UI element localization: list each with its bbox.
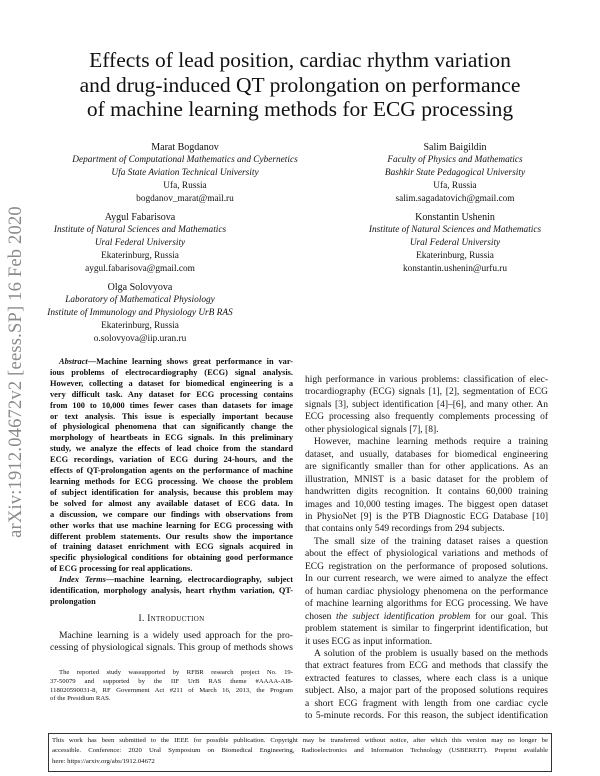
line-text: extracted features to classes, where each class is a unique (305, 673, 548, 684)
text-line (50, 357, 293, 368)
text-line (50, 488, 293, 499)
text-line (305, 486, 548, 498)
title-line: of machine learning methods for ECG processing (86, 97, 514, 121)
paragraph (305, 536, 548, 648)
line-text: —Machine learning shows great performance in var- (87, 357, 293, 366)
text-line (50, 521, 293, 532)
author-location: Ufa, Russia (433, 181, 477, 191)
author-location: Ekaterinburg, Russia (101, 251, 179, 261)
line-text: or text analysis. This issue is especially important because (50, 411, 293, 421)
author-email: o.solovyova@iip.uran.ru (93, 334, 187, 344)
text-line (305, 374, 548, 386)
author-name: Aygul Fabarisova (104, 212, 176, 223)
emphasized-text: the subject identification problem (336, 611, 471, 622)
line-text: cessing of physiological signals. This group of methods shows (50, 642, 293, 653)
author-location: Ekaterinburg, Russia (101, 321, 179, 331)
text-line (305, 523, 548, 535)
text-line (305, 499, 548, 511)
line-text: The small size of the training dataset raises a question (314, 536, 548, 547)
line-text: The reported study wassupported by RFBR research project No. 19- (59, 669, 293, 676)
section-label: Index Terms (59, 575, 106, 584)
line-text: from 100 to 10,000 times fewer cases than datasets for image (50, 400, 293, 410)
text-line (50, 499, 293, 510)
text-line (50, 466, 293, 477)
text-line (50, 477, 293, 488)
text-line (50, 564, 293, 575)
line-text: ECG processing also frequently complements processing of (305, 412, 548, 423)
author-name: Marat Bogdanov (151, 142, 219, 153)
author-block (35, 141, 335, 206)
text-line (50, 695, 293, 704)
author-block (305, 141, 600, 206)
line-text: This work has been submitted to the IEEE for possible publication. Copyright may be transferred without notice, after which this version may no longer be (52, 737, 548, 744)
author-email: aygul.fabarisova@gmail.com (85, 264, 195, 274)
line-text: different problem statements. Our results show the importance (50, 531, 293, 541)
line-text: of machine learning algorithms for ECG processing. We have (305, 599, 548, 610)
line-text: to 5-minute records. For this reason, the subject identification (305, 711, 548, 722)
line-text: be solved for almost any available dataset of ECG data. In (50, 498, 293, 508)
text-line (305, 386, 548, 398)
text-line (50, 433, 293, 444)
text-line (50, 575, 293, 586)
line-text: ECG recordings, variation of ECG during 24-hours, and the (50, 455, 293, 465)
text-line (52, 757, 548, 767)
title-line: and drug-induced QT prolongation on performance (79, 72, 521, 97)
introduction-text (50, 630, 293, 654)
text-line (305, 673, 548, 685)
text-line (50, 532, 293, 543)
author-organization: Bashkir State Pedagogical University (384, 168, 526, 178)
text-line (305, 424, 548, 436)
line-text: study, we analyze the effects of lead choice from the standard (50, 444, 293, 454)
line-text: that contains only 549 recordings from 294 subjects. (305, 524, 505, 535)
paragraph (305, 374, 548, 436)
text-line (50, 422, 293, 433)
text-line (305, 698, 548, 710)
text-line (50, 368, 293, 379)
text-line (50, 687, 293, 696)
line-text: However, collecting a dataset for biomedical engineering is a (50, 378, 293, 388)
author-email: konstantin.ushenin@urfu.ru (402, 264, 508, 274)
text-line (52, 746, 548, 756)
line-text: it uses ECG as input information. (305, 636, 433, 647)
text-line (305, 710, 548, 722)
section-title: Introduction (147, 614, 205, 624)
text-line (305, 648, 548, 660)
text-line (305, 511, 548, 523)
line-text: prolongation (50, 596, 96, 606)
author-department: Department of Computational Mathematics and Cybernetics (72, 155, 298, 165)
line-text: are significantly smaller than for other applications. As an (305, 462, 548, 473)
line-text: of the Presidium RAS. (50, 695, 111, 703)
text-line (50, 444, 293, 455)
line-text: handwritten digits recognition. It contains 60,000 training (305, 487, 548, 498)
text-line (305, 573, 548, 585)
line-text: here: https://arxiv.org/abs/1912.04672 (52, 757, 155, 765)
text-line (305, 561, 548, 573)
text-segment: chosen (305, 611, 336, 622)
text-line (50, 455, 293, 466)
line-text: that extract features from ECG and methods that classify the (305, 661, 548, 672)
text-line (50, 379, 293, 390)
author-organization: Ural Federal University (94, 238, 186, 248)
text-line (305, 611, 548, 623)
text-line (50, 642, 293, 654)
line-text: In our current research, we were aimed to analyze the effect (305, 574, 548, 585)
text-line (305, 399, 548, 411)
title-line: Effects of lead position, cardiac rhythm variation (89, 48, 511, 72)
author-organization: Institute of Immunology and Physiology UrB RAS (47, 308, 233, 318)
text-line (50, 586, 293, 597)
line-text: of human cardiac physiology phenomena on the performance (305, 586, 548, 597)
footnote (50, 669, 293, 704)
text-line (50, 412, 293, 423)
right-column-text (305, 374, 548, 723)
text-line (50, 630, 293, 642)
line-text: about the effect of physiological variations and methods of (305, 549, 548, 560)
copyright-notice-box (48, 733, 552, 772)
text-segment: for our goal. This (470, 611, 548, 622)
line-text: of subject identification for analysis, because this problem may (50, 487, 293, 497)
text-line (50, 678, 293, 687)
author-name: Konstantin Ushenin (415, 212, 495, 223)
text-line (305, 548, 548, 560)
index-terms (50, 575, 293, 608)
line-text: However, machine learning methods require a training (314, 437, 548, 448)
text-line (50, 401, 293, 412)
text-line (305, 461, 548, 473)
author-block (0, 281, 290, 346)
paragraph (305, 648, 548, 723)
line-text: of ECG processing for real applications. (50, 564, 193, 574)
line-text: Machine learning is a widely used approach for the pro- (59, 630, 293, 641)
line-text: —machine learning, electrocardiography, subject (105, 575, 293, 584)
author-name: Salim Baigildin (423, 142, 487, 153)
author-email: salim.sagadatovich@gmail.com (395, 194, 515, 204)
author-organization: Ural Federal University (409, 238, 501, 248)
author-email: bogdanov_marat@mail.ru (136, 194, 234, 204)
line-text: effects of QT-prolongation agents on the performance of machine (50, 466, 293, 476)
author-department: Institute of Natural Sciences and Mathematics (53, 225, 227, 235)
author-name: Olga Solovyova (107, 282, 173, 293)
line-text: a discussion, we compare our findings with observations from (50, 509, 293, 519)
line-text: high performance in various problems: classification of elec- (305, 375, 548, 385)
line-text: ious problems of electrocardiography (ECG) signal analysis. (50, 367, 293, 377)
section-heading (50, 614, 293, 624)
paper-title (0, 48, 600, 122)
line-text: 118020590031-8, RF Government Act #211 of March 16, 2013, the Program (50, 686, 293, 694)
text-line (305, 411, 548, 423)
author-block (0, 211, 290, 276)
text-line (50, 390, 293, 401)
line-text: of training dataset enrichment with ECG signals acquired in (50, 542, 293, 552)
text-line (305, 636, 548, 648)
text-line (305, 586, 548, 598)
line-text: images and 10,000 testing images. The biggest open dataset (305, 499, 548, 510)
text-line (50, 553, 293, 564)
line-text: very difficult task. Any dataset for ECG processing contains (50, 389, 293, 399)
text-line (305, 685, 548, 697)
text-line (305, 623, 548, 635)
author-location: Ufa, Russia (163, 181, 207, 191)
paragraph (305, 436, 548, 536)
line-text: problem statement is similar to fingerprint identification, but (305, 624, 548, 635)
line-text: trocardiography (ECG) signals [1], [2], segmentation of ECG (305, 387, 548, 398)
text-line (50, 669, 293, 678)
line-text: other works that use machine learning for ECG processing with (50, 520, 293, 530)
line-text: subject. Also, a major part of the proposed solutions requires (305, 686, 548, 697)
author-location: Ekaterinburg, Russia (416, 251, 494, 261)
line-text: specific physiological conditions for obtaining good performance (50, 553, 293, 563)
line-text: morphology of heartbeats in ECG signals. In this preliminary (50, 433, 293, 443)
line-text: accessible. Conference: 2020 Ural Symposium on Biomedical Engineering, Radioelectronics and Information Technology (USBEREIT). Preprint available (52, 747, 548, 755)
line-text: in PhysioNet [9] is the PTB Diagnostic ECG Database [10] (305, 511, 548, 522)
text-line (50, 510, 293, 521)
author-block (305, 211, 600, 276)
line-text: signals [3], subject identification [4]–[6], and many other. An (305, 399, 548, 410)
text-line (305, 474, 548, 486)
author-department: Institute of Natural Sciences and Mathematics (368, 225, 542, 235)
author-organization: Ufa State Aviation Technical University (111, 168, 259, 178)
text-line (305, 598, 548, 610)
text-line (305, 660, 548, 672)
line-text: ECG registration on the performance of proposed solutions. (305, 561, 548, 572)
section-number: I. (138, 614, 145, 624)
text-line (305, 449, 548, 461)
line-text: other physiological signals [7], [8]. (305, 424, 439, 435)
line-text: A solution of the problem is usually based on the methods (314, 648, 548, 659)
author-department: Faculty of Physics and Mathematics (387, 155, 523, 165)
line-text: identification, morphology analysis, heart rhythm variation, QT- (50, 585, 293, 595)
line-text: of physiological phenomena that can significantly change the (50, 422, 293, 432)
line-text: 37-50079 and supported by the IIF UrB RAS theme #AAAA-AI8- (50, 677, 293, 685)
line-text: dataset, and usually, databases for biomedical engineering (305, 449, 548, 460)
author-department: Laboratory of Mathematical Physiology (65, 295, 215, 305)
abstract (50, 357, 293, 575)
line-text: illustration, MNIST is a basic dataset for the problem of (305, 474, 548, 485)
line-text: learning methods for ECG processing. We choose the problem (50, 476, 293, 486)
text-line (305, 436, 548, 448)
arxiv-identifier: arXiv:1912.04672v2 [eess.SP] 16 Feb 2020 (6, 206, 26, 538)
text-line (305, 536, 548, 548)
section-label: Abstract (59, 357, 88, 366)
text-line (50, 542, 293, 553)
line-text: a short ECG fragment with length from one cardiac cycle (305, 698, 548, 709)
text-line (52, 736, 548, 746)
text-line (50, 597, 293, 608)
